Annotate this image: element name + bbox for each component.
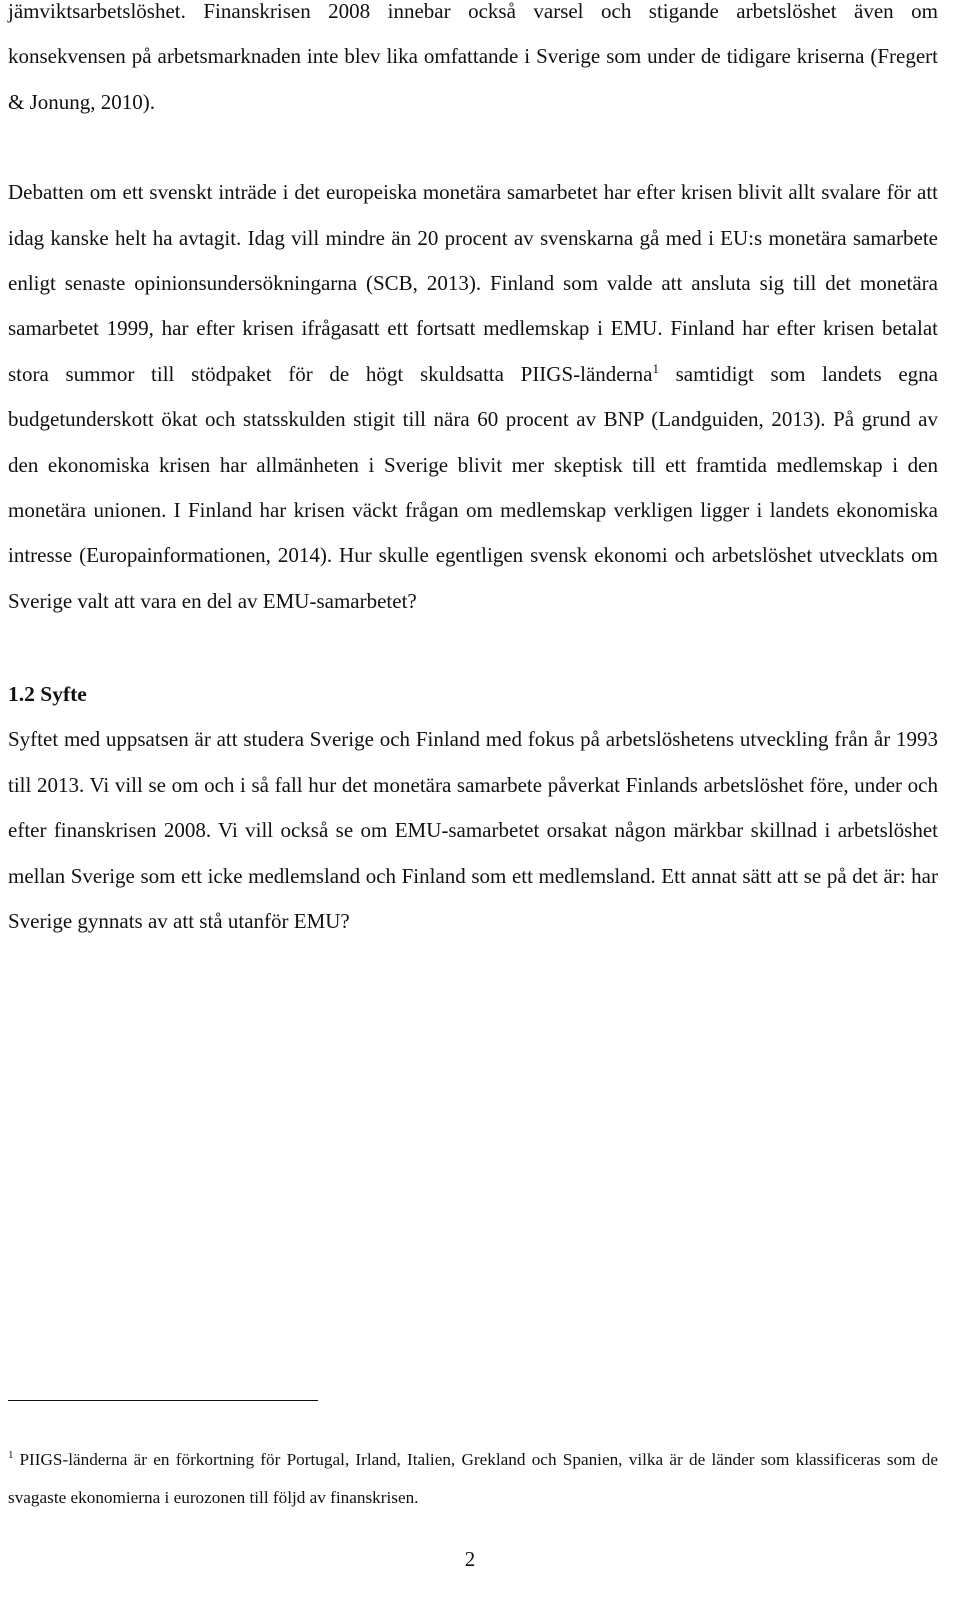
footnote-reference[interactable]: 1 bbox=[652, 360, 659, 376]
page-body bbox=[8, 0, 938, 944]
paragraph-purpose bbox=[8, 717, 938, 944]
paragraph-emu-debate-text-2: samtidigt som landets egna budgetunderskott ökat och statsskulden stigit till nära 60 procent av BNP (Landguiden, 2013). På grund av den ekonomiska krisen har allmänheten i Sverige blivit mer skeptisk till ett framtida medlemskap i den monetära unionen. I Finland har krisen väckt frågan om medlemskap verkligen ligger i landets ekonomiska intresse (Europainformationen, 2014). Hur skulle egentligen svensk ekonomi och arbetslöshet utvecklats om Sverige valt att vara en del av EMU-samarbetet? bbox=[8, 361, 938, 613]
footnote bbox=[8, 1441, 938, 1517]
paragraph-intro-text: jämviktsarbetslöshet. Finanskrisen 2008 innebar också varsel och stigande arbetslöshet även om konsekvensen på arbetsmarknaden inte blev lika omfattande i Sverige som under de tidigare kriserna (Fregert & Jonung, 2010). bbox=[8, 0, 938, 114]
footnote-text: PIIGS-länderna är en förkortning för Portugal, Irland, Italien, Grekland och Spanien, vilka är de länder som klassificeras som de svagaste ekonomierna i eurozonen till följd av finanskrisen. bbox=[8, 1450, 938, 1507]
footnote-divider bbox=[8, 1400, 318, 1401]
paragraph-purpose-text: Syftet med uppsatsen är att studera Sverige och Finland med fokus på arbetslöshetens utveckling från år 1993 till 2013. Vi vill se om och i så fall hur det monetära samarbete påverkat Finlands arbetslöshet före, under och efter finanskrisen 2008. Vi vill också se om EMU-samarbetet orsakat någon märkbar skillnad i arbetslöshet mellan Sverige som ett icke medlemsland och Finland som ett medlemsland. Ett annat sätt att se på det är: har Sverige gynnats av att stå utanför EMU? bbox=[8, 727, 938, 933]
page-number: 2 bbox=[464, 1547, 476, 1571]
paragraph-emu-debate bbox=[8, 170, 938, 624]
section-heading: 1.2 Syfte bbox=[8, 682, 87, 707]
footnote-marker: 1 bbox=[8, 1449, 14, 1462]
paragraph-intro bbox=[8, 0, 938, 125]
paragraph-emu-debate-text-1: Debatten om ett svenskt inträde i det europeiska monetära samarbetet har efter krisen blivit allt svalare för att idag kanske helt ha avtagit. Idag vill mindre än 20 procent av svenskarna gå med i EU:s monetära samarbete enligt senaste opinionsundersökningarna (SCB, 2013). Finland som valde att ansluta sig till det monetära samarbetet 1999, har efter krisen ifrågasatt ett fortsatt medlemskap i EMU. Finland har efter krisen betalat stora summor till stödpaket för de högt skuldsatta PIIGS-länderna bbox=[8, 180, 938, 386]
